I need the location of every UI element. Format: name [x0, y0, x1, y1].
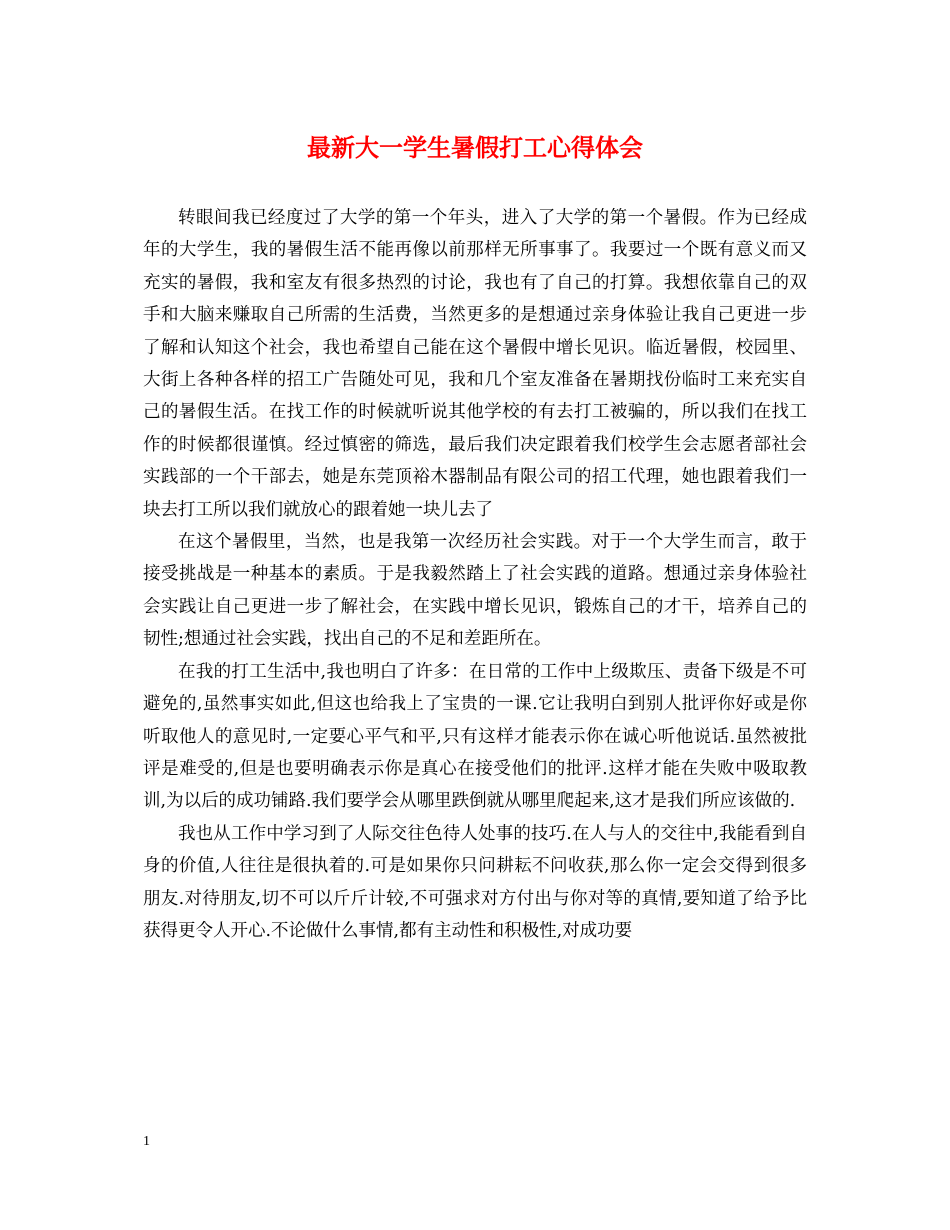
paragraph-3: 在我的打工生活中,我也明白了许多：在日常的工作中上级欺压、责备下级是不可避免的,虽然事实如此,但这也给我上了宝贵的一课.它让我明白到别人批评你好或是你听取他人的意见时,一定要心平气和平,只有这样才能表示你在诚心听他说话.虽然被批评是难受的,但是也要明确表示你是真心在接受他们的批评.这样才能在失败中吸取教训,为以后的成功铺路.我们要学会从哪里跌倒就从哪里爬起来,这才是我们所应该做的. [143, 661, 807, 812]
document-title: 最新大一学生暑假打工心得体会 [307, 133, 643, 162]
paragraph-4: 我也从工作中学习到了人际交往色待人处事的技巧.在人与人的交往中,我能看到自身的价值,人往往是很执着的.可是如果你只问耕耘不问收获,那么你一定会交得到很多朋友.对待朋友,切不可以斤斤计较,不可强求对方付出与你对等的真情,要知道了给予比获得更令人开心.不论做什么事情,都有主动性和积极性,对成功要 [143, 823, 807, 941]
paragraph-2: 在这个暑假里，当然，也是我第一次经历社会实践。对于一个大学生而言，敢于接受挑战是一种基本的素质。于是我毅然踏上了社会实践的道路。想通过亲身体验社会实践让自己更进一步了解社会，在实践中增长见识，锻炼自己的才干，培养自己的韧性;想通过社会实践，找出自己的不足和差距所在。 [143, 532, 807, 650]
page-number: 1 [143, 1134, 150, 1149]
document-body [143, 202, 807, 947]
paragraph-1: 转眼间我已经度过了大学的第一个年头，进入了大学的第一个暑假。作为已经成年的大学生，我的暑假生活不能再像以前那样无所事事了。我要过一个既有意义而又充实的暑假，我和室友有很多热烈的讨论，我也有了自己的打算。我想依靠自己的双手和大脑来赚取自己所需的生活费，当然更多的是想通过亲身体验让我自己更进一步了解和认知这个社会，我也希望自己能在这个暑假中增长见识。临近暑假，校园里、大街上各种各样的招工广告随处可见，我和几个室友准备在暑期找份临时工来充实自己的暑假生活。在找工作的时候就听说其他学校的有去打工被骗的，所以我们在找工作的时候都很谨慎。经过慎密的筛选，最后我们决定跟着我们校学生会志愿者部社会实践部的一个干部去，她是东莞顶裕木器制品有限公司的招工代理，她也跟着我们一块去打工所以我们就放心的跟着她一块儿去了 [143, 208, 807, 520]
